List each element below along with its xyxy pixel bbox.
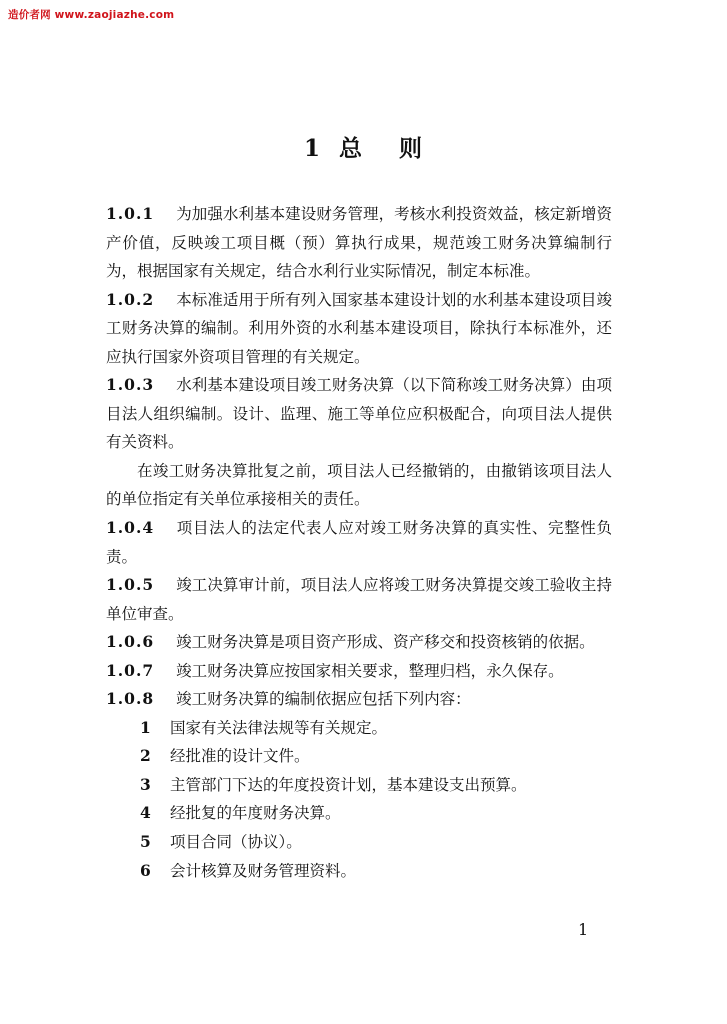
- list-item-text: 经批准的设计文件。: [170, 747, 310, 766]
- clause-text: 项目法人的法定代表人应对竣工财务决算的真实性、完整性负责。: [106, 519, 612, 566]
- list-item: [106, 771, 612, 800]
- clause-number: 1.0.1: [106, 204, 155, 223]
- clause-number: 1.0.4: [106, 518, 155, 538]
- list-item: [106, 742, 612, 771]
- clause-text: 竣工财务决算应按国家相关要求，整理归档，永久保存。: [176, 661, 564, 680]
- clause-number: 1.0.7: [106, 660, 155, 680]
- clause-1-0-6: [106, 628, 612, 657]
- list-item: [106, 799, 612, 828]
- list-item-number: 6: [140, 860, 151, 880]
- clause-1-0-5: [106, 571, 612, 628]
- list-item-number: 5: [140, 832, 151, 852]
- clause-text: 为加强水利基本建设财务管理，考核水利投资效益，核定新增资产价值，反映竣工项目概（预）算执行成果，规范竣工财务决算编制行为，根据国家有关规定，结合水利行业实际情况，制定本标准。: [106, 205, 612, 281]
- list-item-number: 1: [140, 717, 151, 737]
- clause-1-0-4: [106, 514, 612, 571]
- list-item: [106, 828, 612, 857]
- clause-text: 本标准适用于所有列入国家基本建设计划的水利基本建设项目竣工财务决算的编制。利用外资的水利基本建设项目，除执行本标准外，还应执行国家外资项目管理的有关规定。: [106, 290, 612, 366]
- list-item-text: 项目合同（协议）。: [170, 833, 302, 852]
- clause-number: 1.0.8: [106, 689, 155, 709]
- watermark: 造价者网 www.zaojiazhe.com: [8, 9, 175, 21]
- clause-1-0-3-paragraph: 在竣工财务决算批复之前，项目法人已经撤销的，由撤销该项目法人的单位指定有关单位承接相关的责任。: [106, 461, 612, 509]
- list-item-text: 会计核算及财务管理资料。: [170, 861, 357, 880]
- list-item-text: 国家有关法律法规等有关规定。: [170, 718, 388, 737]
- list-item: [106, 857, 612, 886]
- clause-text: 竣工财务决算是项目资产形成、资产移交和投资核销的依据。: [176, 633, 595, 652]
- chapter-body: [106, 200, 612, 885]
- clause-1-0-3: [106, 371, 612, 457]
- clause-text: 竣工决算审计前，项目法人应将竣工财务决算提交竣工验收主持单位审查。: [106, 576, 612, 623]
- clause-number: 1.0.6: [106, 632, 155, 652]
- clause-1-0-8: [106, 685, 612, 714]
- page-number: 1: [578, 920, 589, 939]
- list-item: [106, 714, 612, 743]
- clause-1-0-2: [106, 286, 612, 372]
- list-item-number: 2: [140, 746, 151, 766]
- clause-number: 1.0.2: [106, 289, 155, 309]
- clause-number: 1.0.5: [106, 575, 155, 595]
- list-item-text: 经批复的年度财务决算。: [170, 804, 341, 823]
- clause-number: 1.0.3: [106, 375, 155, 395]
- list-item-text: 主管部门下达的年度投资计划，基本建设支出预算。: [170, 775, 527, 794]
- list-item-number: 4: [140, 803, 151, 823]
- clause-1-0-7: [106, 657, 612, 686]
- chapter-title: 1 总 则: [303, 135, 424, 162]
- list-item-number: 3: [140, 774, 151, 794]
- clause-text: 竣工财务决算的编制依据应包括下列内容：: [176, 690, 471, 709]
- clause-1-0-1: [106, 200, 612, 286]
- clause-text: 水利基本建设项目竣工财务决算（以下简称竣工财务决算）由项目法人组织编制。设计、监理、施工等单位应积极配合，向项目法人提供有关资料。: [106, 376, 612, 452]
